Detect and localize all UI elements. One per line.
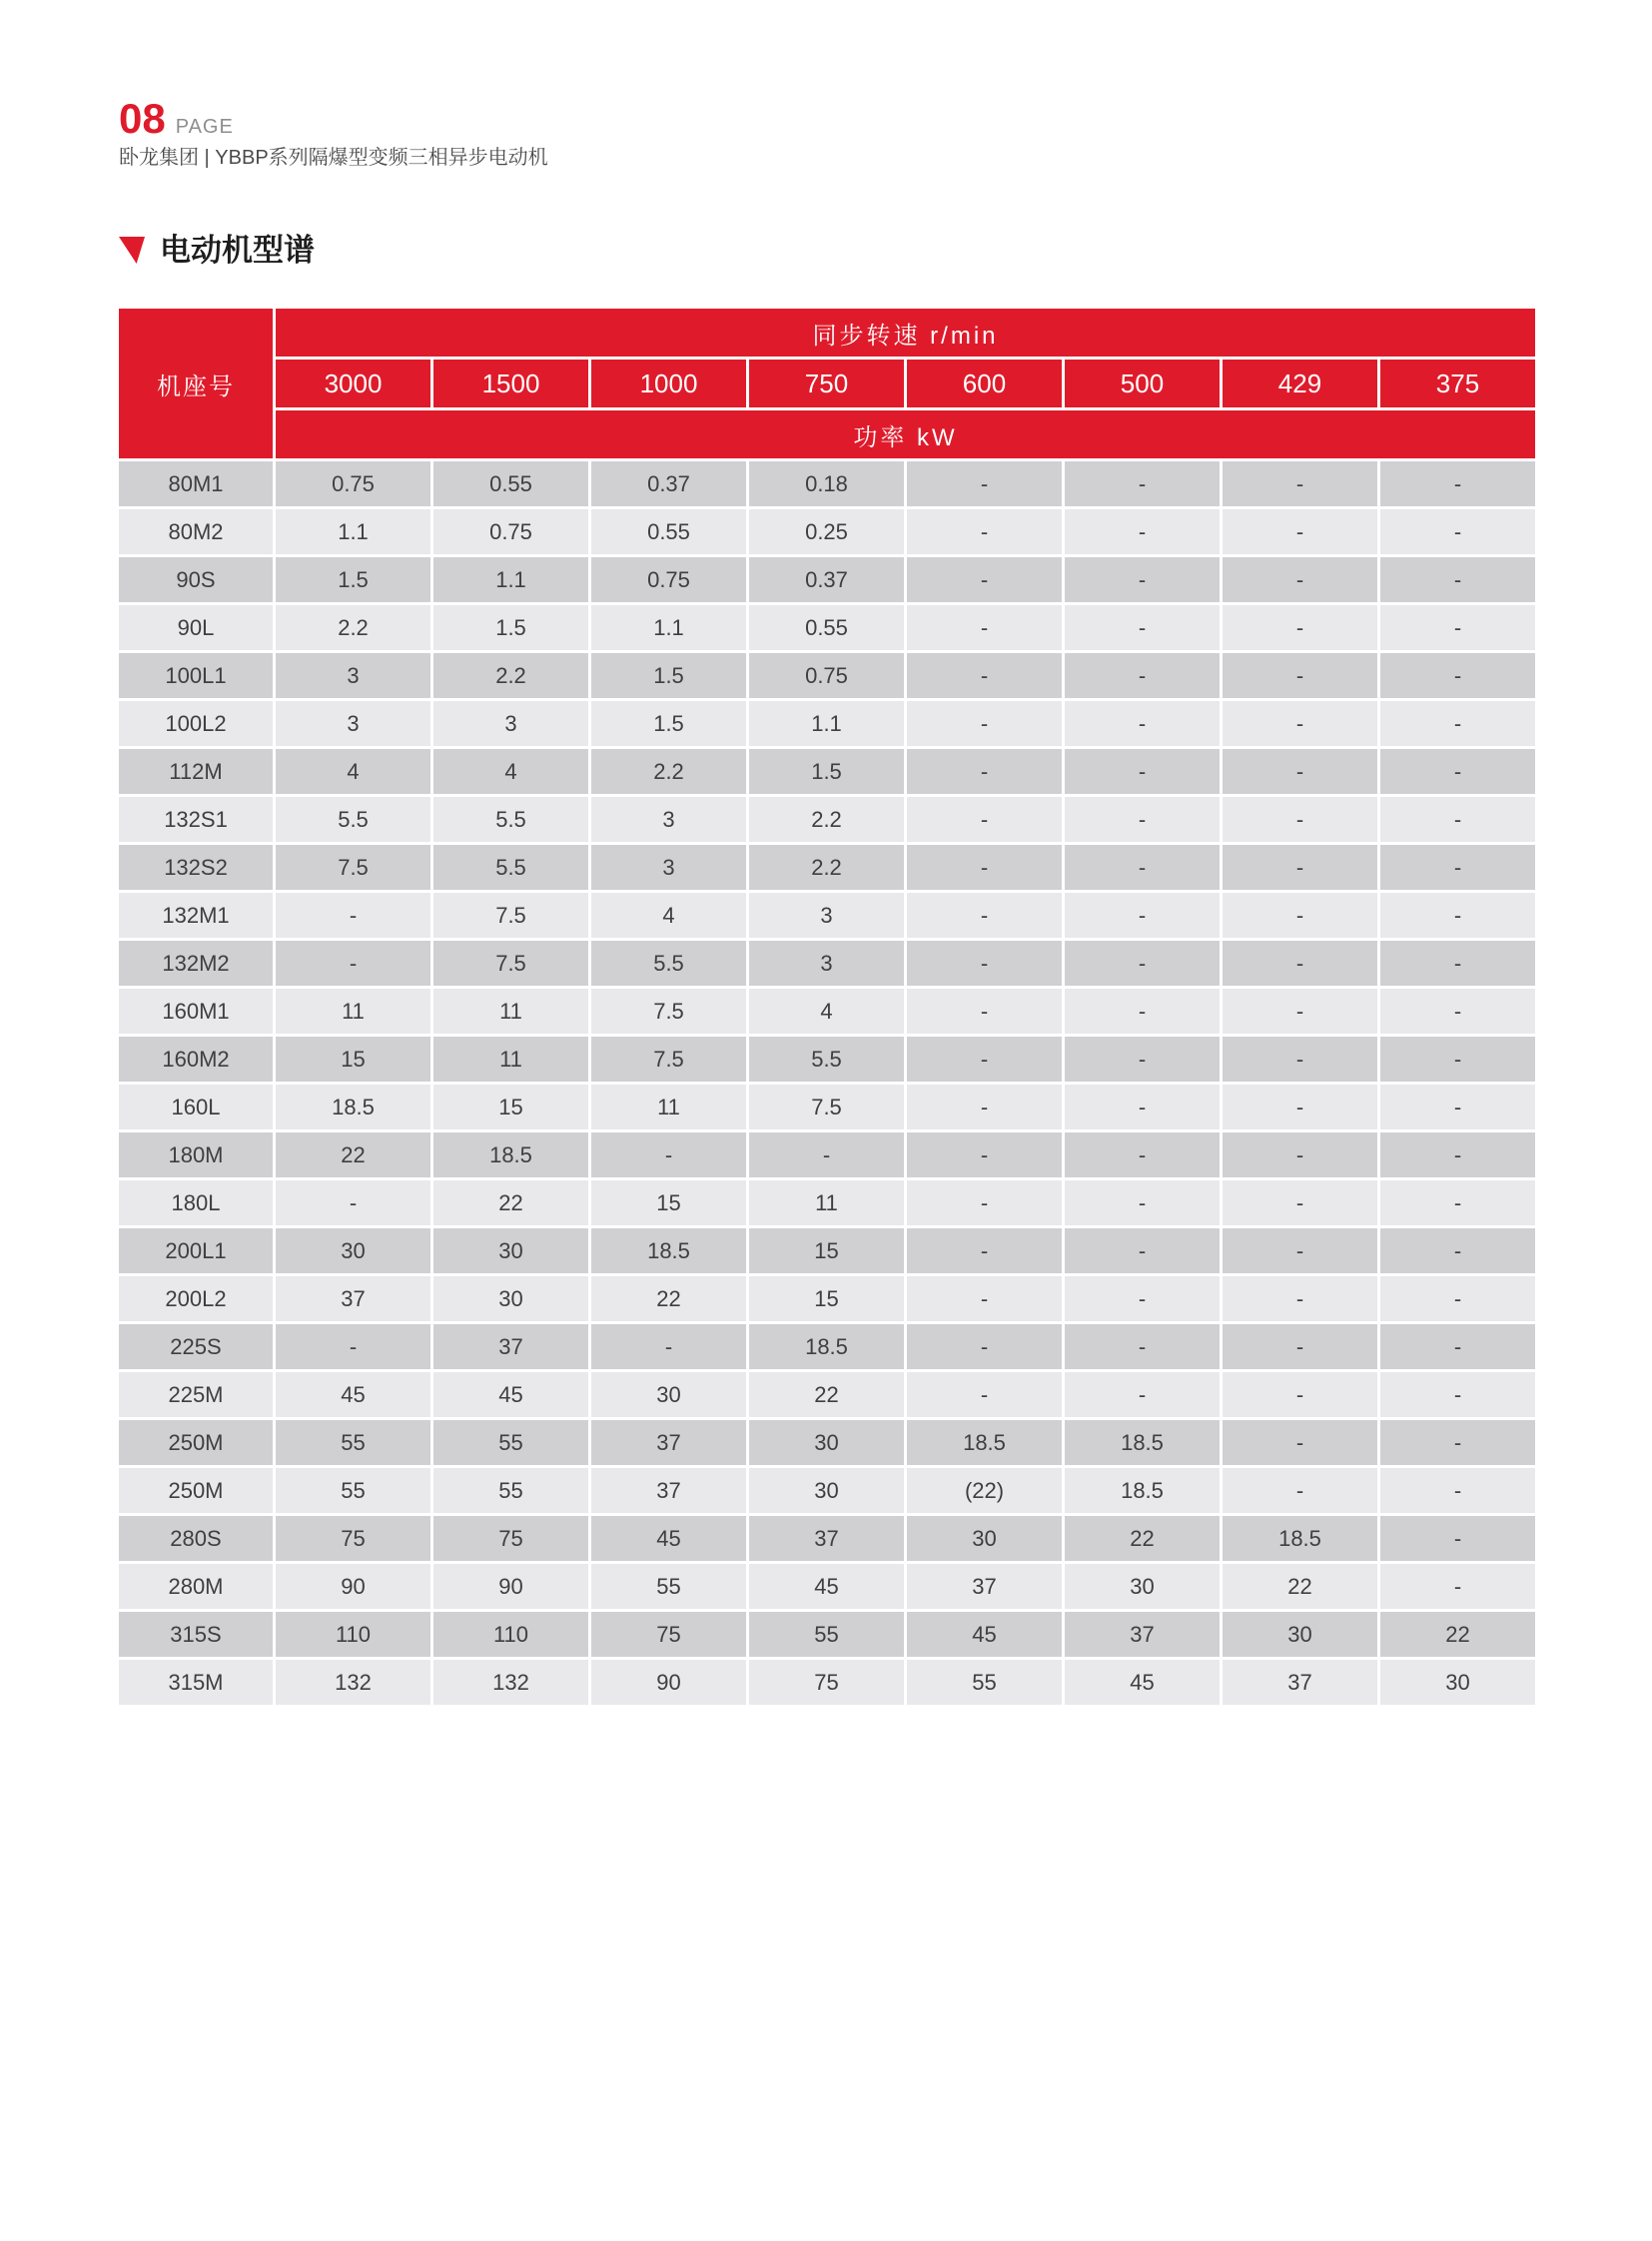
power-value-cell: - — [907, 701, 1062, 746]
power-value-cell: - — [1065, 1276, 1220, 1321]
power-value-cell: 30 — [591, 1372, 746, 1417]
power-value-cell: 37 — [591, 1420, 746, 1465]
power-value-cell: 132 — [276, 1660, 430, 1705]
speed-col-header-1500: 1500 — [433, 360, 588, 407]
power-value-cell: (22) — [907, 1468, 1062, 1513]
power-value-cell: - — [907, 1180, 1062, 1225]
power-value-cell: - — [907, 1085, 1062, 1129]
power-value-cell: - — [749, 1132, 904, 1177]
power-value-cell: - — [1380, 1324, 1535, 1369]
power-value-cell: 5.5 — [433, 845, 588, 890]
power-value-cell: 18.5 — [591, 1228, 746, 1273]
power-value-cell: 0.37 — [749, 557, 904, 602]
power-value-cell: 11 — [276, 989, 430, 1034]
motor-table — [119, 309, 1535, 1705]
frame-size-cell: 315S — [119, 1612, 273, 1657]
frame-size-cell: 90L — [119, 605, 273, 650]
power-value-cell: 0.75 — [749, 653, 904, 698]
power-value-cell: - — [1065, 989, 1220, 1034]
power-value-cell: 15 — [749, 1228, 904, 1273]
power-value-cell: 55 — [749, 1612, 904, 1657]
frame-size-cell: 80M2 — [119, 509, 273, 554]
power-value-cell: 0.25 — [749, 509, 904, 554]
frame-size-column-header: 机座号 — [119, 309, 273, 458]
power-value-cell: 110 — [276, 1612, 430, 1657]
power-value-cell: 55 — [433, 1468, 588, 1513]
power-value-cell: - — [1223, 749, 1377, 794]
power-value-cell: - — [1223, 1324, 1377, 1369]
power-value-cell: - — [1380, 509, 1535, 554]
frame-size-cell: 100L2 — [119, 701, 273, 746]
power-value-cell: 55 — [433, 1420, 588, 1465]
power-value-cell: - — [1380, 893, 1535, 938]
power-value-cell: 45 — [907, 1612, 1062, 1657]
power-value-cell: - — [1065, 941, 1220, 986]
power-value-cell: - — [1380, 1516, 1535, 1561]
power-value-cell: - — [1380, 1276, 1535, 1321]
power-value-cell: - — [1380, 1564, 1535, 1609]
power-value-cell: 3 — [276, 653, 430, 698]
power-value-cell: 18.5 — [1065, 1420, 1220, 1465]
power-value-cell: - — [1223, 701, 1377, 746]
frame-size-cell: 250M — [119, 1420, 273, 1465]
power-value-cell: - — [1223, 653, 1377, 698]
power-value-cell: 0.37 — [591, 461, 746, 506]
power-value-cell: - — [1380, 749, 1535, 794]
power-value-cell: - — [1223, 1132, 1377, 1177]
power-value-cell: - — [1380, 845, 1535, 890]
power-value-cell: 0.75 — [591, 557, 746, 602]
power-value-cell: 15 — [749, 1276, 904, 1321]
power-value-cell: - — [1065, 461, 1220, 506]
power-value-cell: - — [1065, 1228, 1220, 1273]
power-value-cell: - — [591, 1132, 746, 1177]
power-value-cell: 37 — [433, 1324, 588, 1369]
power-value-cell: 30 — [1223, 1612, 1377, 1657]
power-value-cell: - — [1065, 1037, 1220, 1082]
frame-size-cell: 132S2 — [119, 845, 273, 890]
section-title: 电动机型谱 — [160, 233, 315, 268]
power-value-cell: 30 — [1380, 1660, 1535, 1705]
power-value-cell: 45 — [276, 1372, 430, 1417]
power-value-cell: 18.5 — [433, 1132, 588, 1177]
sync-speed-group-header: 同步转速 r/min — [276, 309, 1535, 357]
power-value-cell: - — [1065, 893, 1220, 938]
power-value-cell: 55 — [276, 1420, 430, 1465]
power-value-cell: 37 — [907, 1564, 1062, 1609]
power-value-cell: - — [1380, 461, 1535, 506]
power-value-cell: - — [1380, 1085, 1535, 1129]
power-value-cell: - — [276, 941, 430, 986]
power-value-cell: - — [1065, 557, 1220, 602]
power-value-cell: - — [1223, 1037, 1377, 1082]
power-value-cell: 37 — [749, 1516, 904, 1561]
power-value-cell: 5.5 — [276, 797, 430, 842]
power-value-cell: 30 — [433, 1228, 588, 1273]
power-value-cell: 22 — [749, 1372, 904, 1417]
power-value-cell: 1.5 — [591, 701, 746, 746]
power-value-cell: - — [907, 1228, 1062, 1273]
power-value-cell: - — [1223, 1228, 1377, 1273]
power-value-cell: - — [1223, 509, 1377, 554]
power-value-cell: 18.5 — [749, 1324, 904, 1369]
power-value-cell: - — [1380, 989, 1535, 1034]
power-value-cell: 1.5 — [749, 749, 904, 794]
frame-size-cell: 200L2 — [119, 1276, 273, 1321]
power-value-cell: 11 — [591, 1085, 746, 1129]
power-group-header: 功率 kW — [276, 410, 1535, 458]
frame-size-cell: 225S — [119, 1324, 273, 1369]
frame-size-cell: 180L — [119, 1180, 273, 1225]
power-value-cell: 30 — [1065, 1564, 1220, 1609]
power-value-cell: - — [907, 461, 1062, 506]
power-value-cell: 2.2 — [591, 749, 746, 794]
power-value-cell: - — [1380, 1228, 1535, 1273]
power-value-cell: - — [907, 1372, 1062, 1417]
power-value-cell: 0.55 — [433, 461, 588, 506]
power-value-cell: 45 — [1065, 1660, 1220, 1705]
power-value-cell: - — [1380, 941, 1535, 986]
frame-size-cell: 250M — [119, 1468, 273, 1513]
power-value-cell: - — [1223, 1276, 1377, 1321]
power-value-cell: 22 — [591, 1276, 746, 1321]
frame-size-cell: 160M2 — [119, 1037, 273, 1082]
power-value-cell: 55 — [591, 1564, 746, 1609]
power-value-cell: 30 — [749, 1420, 904, 1465]
speed-col-header-600: 600 — [907, 360, 1062, 407]
speed-col-header-375: 375 — [1380, 360, 1535, 407]
power-value-cell: - — [1380, 1468, 1535, 1513]
power-value-cell: 0.75 — [276, 461, 430, 506]
power-value-cell: - — [591, 1324, 746, 1369]
frame-size-cell: 132S1 — [119, 797, 273, 842]
power-value-cell: 11 — [433, 1037, 588, 1082]
power-value-cell: 110 — [433, 1612, 588, 1657]
power-value-cell: 5.5 — [749, 1037, 904, 1082]
frame-size-cell: 280M — [119, 1564, 273, 1609]
power-value-cell: - — [276, 893, 430, 938]
power-value-cell: 37 — [591, 1468, 746, 1513]
section-heading — [119, 234, 1535, 270]
power-value-cell: 55 — [907, 1660, 1062, 1705]
power-value-cell: 22 — [276, 1132, 430, 1177]
power-value-cell: - — [1380, 1037, 1535, 1082]
power-value-cell: - — [1065, 1372, 1220, 1417]
power-value-cell: 4 — [276, 749, 430, 794]
power-value-cell: - — [1223, 557, 1377, 602]
power-value-cell: 7.5 — [591, 989, 746, 1034]
power-value-cell: 0.18 — [749, 461, 904, 506]
document-subtitle: 卧龙集团 | YBBP系列隔爆型变频三相异步电动机 — [119, 147, 548, 169]
power-value-cell: 18.5 — [1223, 1516, 1377, 1561]
power-value-cell: 7.5 — [276, 845, 430, 890]
power-value-cell: - — [1065, 749, 1220, 794]
power-value-cell: - — [907, 941, 1062, 986]
power-value-cell: 5.5 — [591, 941, 746, 986]
power-value-cell: - — [907, 653, 1062, 698]
power-value-cell: - — [907, 1324, 1062, 1369]
power-value-cell: 18.5 — [276, 1085, 430, 1129]
power-value-cell: - — [1065, 1324, 1220, 1369]
power-value-cell: - — [1223, 1180, 1377, 1225]
power-value-cell: - — [1223, 1468, 1377, 1513]
power-value-cell: - — [1223, 893, 1377, 938]
power-value-cell: 37 — [1065, 1612, 1220, 1657]
power-value-cell: 3 — [433, 701, 588, 746]
power-value-cell: 1.1 — [749, 701, 904, 746]
power-value-cell: 30 — [749, 1468, 904, 1513]
power-value-cell: - — [1380, 653, 1535, 698]
power-value-cell: 45 — [591, 1516, 746, 1561]
frame-size-cell: 315M — [119, 1660, 273, 1705]
power-value-cell: 7.5 — [433, 893, 588, 938]
power-value-cell: 2.2 — [433, 653, 588, 698]
frame-size-cell: 100L1 — [119, 653, 273, 698]
power-value-cell: 0.75 — [433, 509, 588, 554]
speed-col-header-500: 500 — [1065, 360, 1220, 407]
power-value-cell: 1.5 — [591, 653, 746, 698]
power-value-cell: 132 — [433, 1660, 588, 1705]
power-value-cell: 4 — [433, 749, 588, 794]
page-header — [119, 95, 1535, 142]
power-value-cell: 22 — [1223, 1564, 1377, 1609]
frame-size-cell: 180M — [119, 1132, 273, 1177]
power-value-cell: - — [907, 749, 1062, 794]
power-value-cell: 22 — [1065, 1516, 1220, 1561]
power-value-cell: 18.5 — [907, 1420, 1062, 1465]
power-value-cell: 15 — [433, 1085, 588, 1129]
frame-size-cell: 132M1 — [119, 893, 273, 938]
power-value-cell: 75 — [433, 1516, 588, 1561]
power-value-cell: 3 — [749, 941, 904, 986]
power-value-cell: 90 — [591, 1660, 746, 1705]
power-value-cell: - — [1380, 557, 1535, 602]
power-value-cell: - — [907, 989, 1062, 1034]
power-value-cell: 75 — [591, 1612, 746, 1657]
power-value-cell: 22 — [433, 1180, 588, 1225]
power-value-cell: - — [907, 557, 1062, 602]
power-value-cell: - — [1380, 1420, 1535, 1465]
power-value-cell: - — [1065, 605, 1220, 650]
speed-col-header-750: 750 — [749, 360, 904, 407]
power-value-cell: - — [1223, 941, 1377, 986]
power-value-cell: - — [1065, 1085, 1220, 1129]
power-value-cell: - — [1223, 1372, 1377, 1417]
frame-size-cell: 90S — [119, 557, 273, 602]
frame-size-cell: 160M1 — [119, 989, 273, 1034]
frame-size-cell: 112M — [119, 749, 273, 794]
power-value-cell: 75 — [749, 1660, 904, 1705]
speed-col-header-3000: 3000 — [276, 360, 430, 407]
power-value-cell: - — [1065, 509, 1220, 554]
frame-size-cell: 200L1 — [119, 1228, 273, 1273]
frame-size-cell: 225M — [119, 1372, 273, 1417]
power-value-cell: - — [276, 1180, 430, 1225]
power-value-cell: 4 — [591, 893, 746, 938]
power-value-cell: 7.5 — [749, 1085, 904, 1129]
power-value-cell: - — [1065, 1132, 1220, 1177]
power-value-cell: 22 — [1380, 1612, 1535, 1657]
power-value-cell: - — [907, 1037, 1062, 1082]
power-value-cell: 30 — [433, 1276, 588, 1321]
power-value-cell: - — [1380, 701, 1535, 746]
power-value-cell: - — [276, 1324, 430, 1369]
power-value-cell: 2.2 — [276, 605, 430, 650]
power-value-cell: - — [907, 845, 1062, 890]
power-value-cell: 90 — [276, 1564, 430, 1609]
power-value-cell: 3 — [591, 845, 746, 890]
frame-size-cell: 132M2 — [119, 941, 273, 986]
power-value-cell: 45 — [433, 1372, 588, 1417]
power-value-cell: 0.55 — [591, 509, 746, 554]
power-value-cell: - — [907, 1132, 1062, 1177]
power-value-cell: - — [1380, 1132, 1535, 1177]
speed-col-header-1000: 1000 — [591, 360, 746, 407]
power-value-cell: - — [1380, 1372, 1535, 1417]
power-value-cell: 3 — [276, 701, 430, 746]
power-value-cell: 30 — [276, 1228, 430, 1273]
power-value-cell: 15 — [276, 1037, 430, 1082]
frame-size-cell: 80M1 — [119, 461, 273, 506]
power-value-cell: - — [1065, 701, 1220, 746]
power-value-cell: 37 — [1223, 1660, 1377, 1705]
power-value-cell: - — [1065, 653, 1220, 698]
power-value-cell: 4 — [749, 989, 904, 1034]
power-value-cell: 1.1 — [276, 509, 430, 554]
power-value-cell: 1.1 — [433, 557, 588, 602]
power-value-cell: - — [1380, 1180, 1535, 1225]
power-value-cell: 7.5 — [591, 1037, 746, 1082]
power-value-cell: 37 — [276, 1276, 430, 1321]
power-value-cell: 3 — [749, 893, 904, 938]
frame-size-cell: 160L — [119, 1085, 273, 1129]
power-value-cell: 11 — [749, 1180, 904, 1225]
power-value-cell: - — [1223, 461, 1377, 506]
power-value-cell: - — [1065, 1180, 1220, 1225]
red-triangle-icon — [119, 237, 145, 264]
power-value-cell: - — [1065, 797, 1220, 842]
power-value-cell: - — [1223, 1085, 1377, 1129]
power-value-cell: - — [1380, 797, 1535, 842]
power-value-cell: 3 — [591, 797, 746, 842]
power-value-cell: - — [907, 893, 1062, 938]
power-value-cell: 1.1 — [591, 605, 746, 650]
power-value-cell: - — [1065, 845, 1220, 890]
power-value-cell: 1.5 — [433, 605, 588, 650]
power-value-cell: 15 — [591, 1180, 746, 1225]
power-value-cell: 11 — [433, 989, 588, 1034]
power-value-cell: 5.5 — [433, 797, 588, 842]
power-value-cell: - — [907, 605, 1062, 650]
power-value-cell: 1.5 — [276, 557, 430, 602]
power-value-cell: - — [1223, 845, 1377, 890]
power-value-cell: - — [1223, 797, 1377, 842]
power-value-cell: 18.5 — [1065, 1468, 1220, 1513]
power-value-cell: 7.5 — [433, 941, 588, 986]
speed-col-header-429: 429 — [1223, 360, 1377, 407]
power-value-cell: 2.2 — [749, 797, 904, 842]
power-value-cell: 30 — [907, 1516, 1062, 1561]
power-value-cell: 0.55 — [749, 605, 904, 650]
power-value-cell: - — [907, 1276, 1062, 1321]
power-value-cell: - — [1380, 605, 1535, 650]
power-value-cell: - — [1223, 1420, 1377, 1465]
power-value-cell: - — [907, 797, 1062, 842]
power-value-cell: 45 — [749, 1564, 904, 1609]
power-value-cell: - — [1223, 605, 1377, 650]
power-value-cell: 2.2 — [749, 845, 904, 890]
power-value-cell: 75 — [276, 1516, 430, 1561]
power-value-cell: - — [1223, 989, 1377, 1034]
frame-size-cell: 280S — [119, 1516, 273, 1561]
page-number: 08 — [119, 95, 166, 142]
power-value-cell: 55 — [276, 1468, 430, 1513]
power-value-cell: 90 — [433, 1564, 588, 1609]
power-value-cell: - — [907, 509, 1062, 554]
page-number-label: PAGE — [175, 116, 234, 138]
